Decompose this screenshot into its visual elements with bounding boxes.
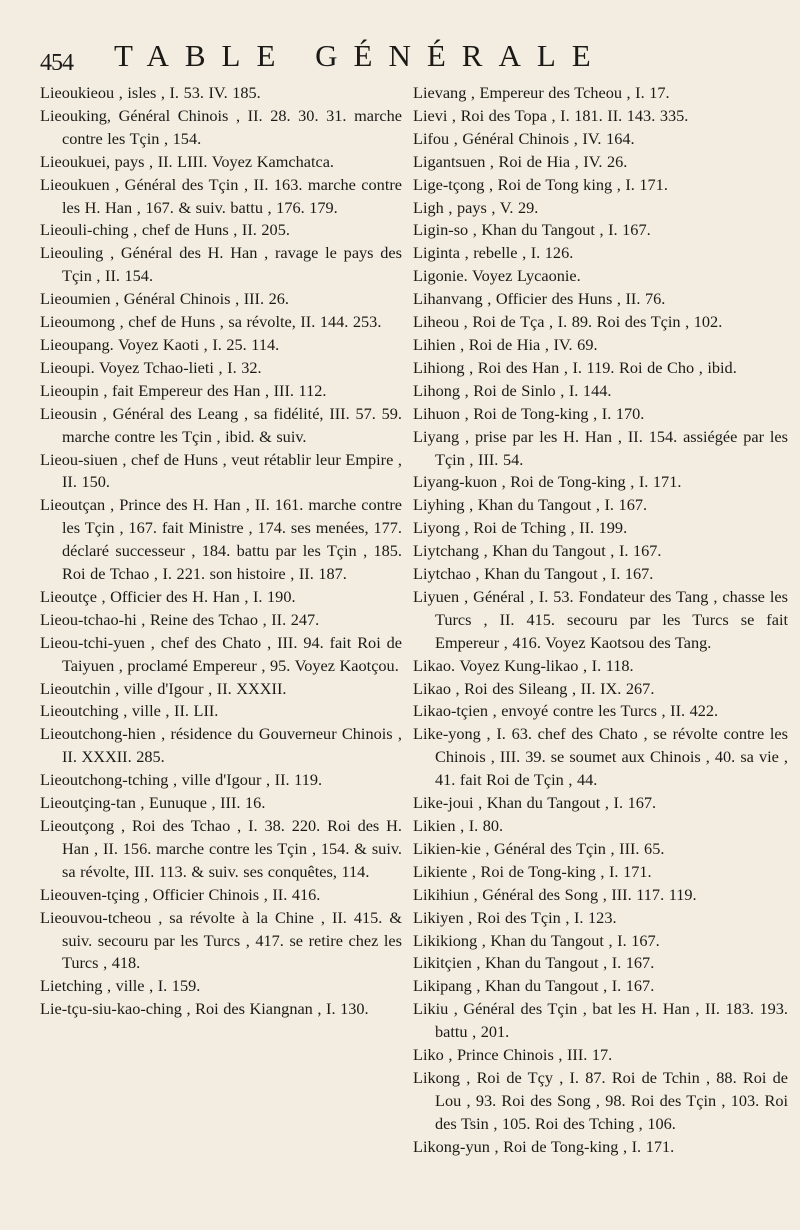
- index-entry: Lieouven-tçing , Officier Chinois , II. 416.: [40, 884, 321, 904]
- index-column-right: [413, 82, 788, 1172]
- index-entry: Lieouli-ching , chef de Huns , II. 205.: [40, 220, 290, 240]
- index-entry: Ligin-so , Khan du Tangout , I. 167.: [413, 220, 651, 240]
- index-entry: Liyhing , Khan du Tangout , I. 167.: [413, 495, 648, 515]
- index-entry: Likong-yun , Roi de Tong-king , I. 171.: [413, 1136, 675, 1156]
- index-entry: Likihiun , Général des Song , III. 117. 119.: [413, 884, 697, 904]
- index-entry: Liko , Prince Chinois , III. 17.: [413, 1045, 613, 1065]
- index-entry: Likikiong , Khan du Tangout , I. 167.: [413, 930, 660, 950]
- index-entry: Lieoutchong-tching , ville d'Igour , II. 119.: [40, 770, 323, 790]
- index-entry: Lie-tçu-siu-kao-ching , Roi des Kiangnan , I. 130.: [40, 999, 369, 1019]
- index-entry: Likao. Voyez Kung-likao , I. 118.: [413, 655, 634, 675]
- index-entry: Lieoumien , Général Chinois , III. 26.: [40, 289, 289, 309]
- index-entry: Lieousin , Général des Leang , sa fidélité, III. 57. 59. marche contre les Tçin , ibid. & suiv.: [40, 403, 402, 446]
- index-entry: Liyang-kuon , Roi de Tong-king , I. 171.: [413, 472, 682, 492]
- index-entry: Lieoutchong-hien , résidence du Gouverneur Chinois , II. XXXII. 285.: [40, 724, 402, 767]
- index-entry: Lihanvang , Officier des Huns , II. 76.: [413, 289, 666, 309]
- page-header: [40, 38, 778, 78]
- index-entry: Like-joui , Khan du Tangout , I. 167.: [413, 793, 657, 813]
- index-entry: Liyuen , Général , I. 53. Fondateur des Tang , chasse les Turcs , II. 415. secouru par les Turcs se fait Empereur , 416. Voyez Kaotsou des Tang.: [413, 586, 788, 652]
- index-entry: Lieoutçong , Roi des Tchao , I. 38. 220. Roi des H. Han , II. 156. marche contre les Tçin , 154. & suiv. sa révolte, III. 113. & suiv. ses conquêtes, 114.: [40, 816, 402, 881]
- index-entry: Like-yong , I. 63. chef des Chato , se révolte contre les Chinois , III. 39. se soumet aux Chinois , 40. sa vie , 41. fait Roi de Tçin , 44.: [413, 724, 788, 790]
- index-entry: Lieoukuei, pays , II. LIII. Voyez Kamchatca.: [40, 151, 334, 171]
- index-entry: Lievang , Empereur des Tcheou , I. 17.: [413, 83, 670, 102]
- index-entry: Likien-kie , Général des Tçin , III. 65.: [413, 838, 665, 858]
- index-entry: Liheou , Roi de Tça , I. 89. Roi des Tçin , 102.: [413, 312, 723, 332]
- index-entry: Liyong , Roi de Tching , II. 199.: [413, 518, 628, 538]
- index-entry: Likiente , Roi de Tong-king , I. 171.: [413, 861, 652, 881]
- index-entry: Lieou-tchi-yuen , chef des Chato , III. 94. fait Roi de Taiyuen , proclamé Empereur , 95. Voyez Kaotçou.: [40, 632, 402, 675]
- index-entry: Lieoupin , fait Empereur des Han , III. 112.: [40, 380, 327, 400]
- index-entry: Liyang , prise par les H. Han , II. 154. assiégée par les Tçin , III. 54.: [413, 426, 788, 469]
- index-entry: Lieoutchin , ville d'Igour , II. XXXII.: [40, 678, 287, 698]
- index-entry: Likien , I. 80.: [413, 816, 504, 835]
- index-entry: Lieoupang. Voyez Kaoti , I. 25. 114.: [40, 334, 280, 354]
- page-number: 454: [40, 50, 73, 76]
- index-entry: Likiu , Général des Tçin , bat les H. Han , II. 183. 193. battu , 201.: [413, 999, 788, 1042]
- index-entry: Lieoukuen , Général des Tçin , II. 163. marche contre les H. Han , 167. & suiv. battu , 176. 179.: [40, 174, 402, 217]
- index-entry: Liginta , rebelle , I. 126.: [413, 243, 574, 263]
- index-entry: Lihiong , Roi des Han , I. 119. Roi de Cho , ibid.: [413, 357, 737, 377]
- index-entry: Ligantsuen , Roi de Hia , IV. 26.: [413, 151, 628, 171]
- index-entry: Lieoutçing-tan , Eunuque , III. 16.: [40, 793, 266, 813]
- index-entry: Lieoutching , ville , II. LII.: [40, 701, 219, 721]
- index-entry: Lieouvou-tcheou , sa révolte à la Chine , II. 415. & suiv. secouru par les Turcs , 417. se retire chez les Turcs , 418.: [40, 907, 402, 973]
- index-entry: Lihong , Roi de Sinlo , I. 144.: [413, 380, 612, 400]
- index-entry: Likao , Roi des Sileang , II. IX. 267.: [413, 678, 655, 698]
- index-entry: Lievi , Roi des Topa , I. 181. II. 143. 335.: [413, 105, 689, 125]
- index-entry: Ligonie. Voyez Lycaonie.: [413, 266, 581, 286]
- index-entry: Lihien , Roi de Hia , IV. 69.: [413, 334, 598, 354]
- index-entry: Lieou-tchao-hi , Reine des Tchao , II. 247.: [40, 609, 320, 629]
- index-entry: Lieoupi. Voyez Tchao-lieti , I. 32.: [40, 357, 262, 377]
- index-entry: Likitçien , Khan du Tangout , I. 167.: [413, 953, 655, 973]
- index-entry: Lieouking, Général Chinois , II. 28. 30. 31. marche contre les Tçin , 154.: [40, 105, 402, 148]
- index-entry: Likipang , Khan du Tangout , I. 167.: [413, 976, 655, 996]
- index-entry: Lieoukieou , isles , I. 53. IV. 185.: [40, 83, 261, 102]
- index-entry: Lieoutçe , Officier des H. Han , I. 190.: [40, 586, 296, 606]
- running-title: TABLE GÉNÉRALE: [114, 38, 607, 73]
- index-entry: Lietching , ville , I. 159.: [40, 976, 201, 996]
- index-column-left: [40, 82, 402, 1172]
- index-entry: Lieoutçan , Prince des H. Han , II. 161. marche contre les Tçin , 167. fait Ministre , 174. ses menées, 177. déclaré successeur , 184. battu par les Tçin , 185. Roi de Tchao , I. 221. son histoire , II. 187.: [40, 495, 402, 584]
- index-entry: Lieoumong , chef de Huns , sa révolte, II. 144. 253.: [40, 312, 382, 332]
- index-entry: Lige-tçong , Roi de Tong king , I. 171.: [413, 174, 668, 194]
- index-entry: Liytchao , Khan du Tangout , I. 167.: [413, 564, 654, 584]
- index-entry: Ligh , pays , V. 29.: [413, 197, 539, 217]
- index-entry: Likiyen , Roi des Tçin , I. 123.: [413, 907, 617, 927]
- index-entry: Lieouling , Général des H. Han , ravage le pays des Tçin , II. 154.: [40, 243, 402, 286]
- index-entry: Lieou-siuen , chef de Huns , veut rétablir leur Empire , II. 150.: [40, 449, 402, 492]
- index-entry: Likao-tçien , envoyé contre les Turcs , II. 422.: [413, 701, 719, 721]
- index-entry: Likong , Roi de Tçy , I. 87. Roi de Tchin , 88. Roi de Lou , 93. Roi des Song , 98. Roi des Tçin , 103. Roi des Tsin , 105. Roi des Tching , 106.: [413, 1067, 788, 1133]
- index-entry: Lifou , Général Chinois , IV. 164.: [413, 128, 635, 148]
- index-entry: Liytchang , Khan du Tangout , I. 167.: [413, 541, 662, 561]
- index-entry: Lihuon , Roi de Tong-king , I. 170.: [413, 403, 645, 423]
